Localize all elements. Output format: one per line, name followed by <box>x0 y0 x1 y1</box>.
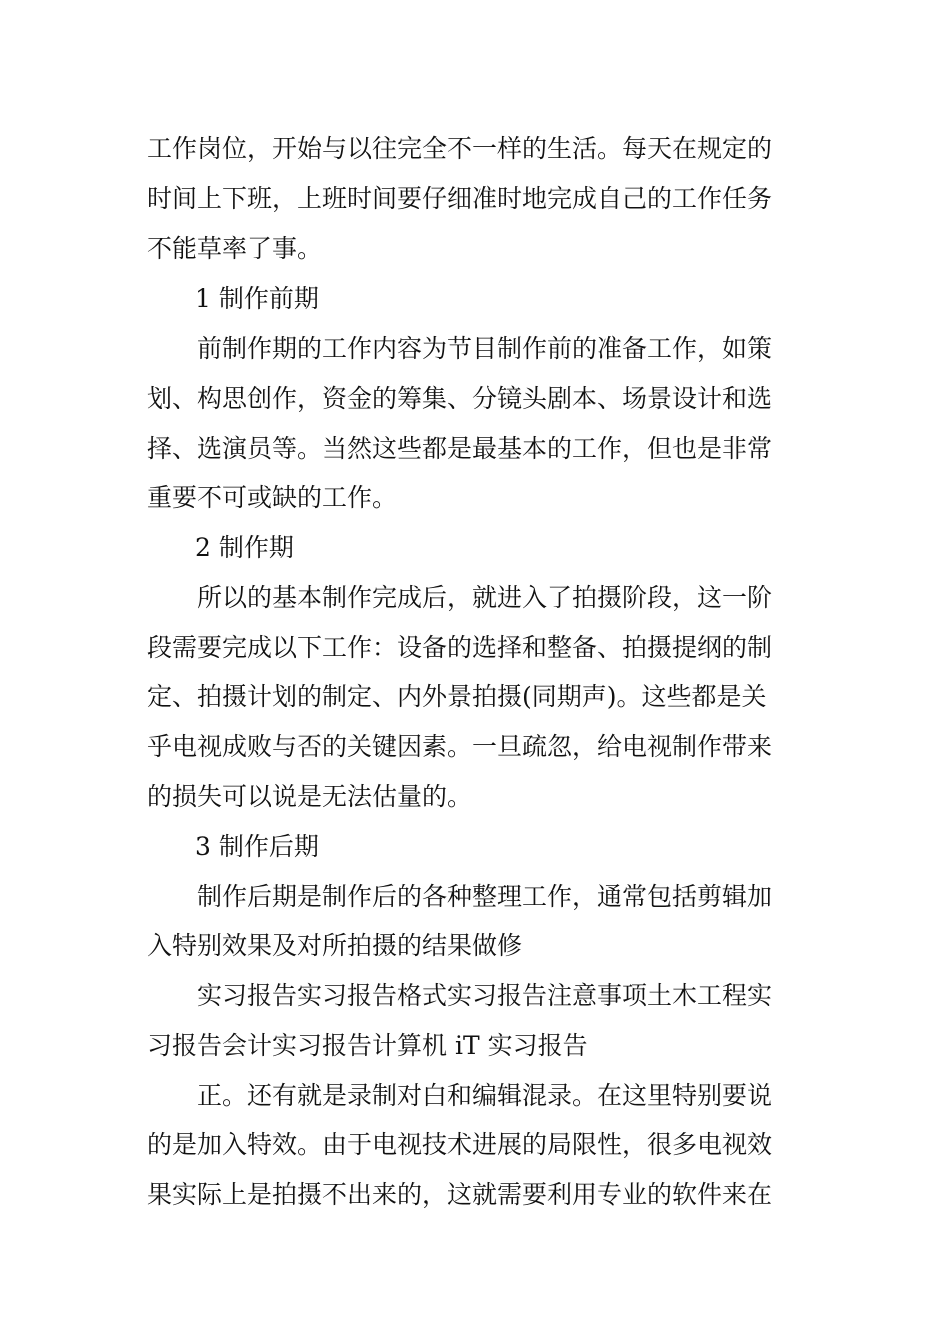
line-text: 果实际上是拍摄不出来的，这就需要利用专业的软件来在 <box>147 1180 773 1209</box>
line-text: 划、构思创作，资金的筹集、分镜头剧本、场景设计和选 <box>147 384 773 413</box>
text-line <box>0 680 950 714</box>
line-text: 择、选演员等。当然这些都是最基本的工作，但也是非常 <box>147 434 773 463</box>
line-text: 段需要完成以下工作：设备的选择和整备、拍摄提纲的制 <box>147 633 773 662</box>
line-text: 定、拍摄计划的制定、内外景拍摄(同期声)。这些都是关 <box>147 682 767 711</box>
text-line <box>0 1178 950 1212</box>
text-line <box>0 979 950 1013</box>
text-line <box>0 631 950 665</box>
text-line <box>0 432 950 466</box>
text-line <box>0 232 950 266</box>
text-line <box>0 1079 950 1113</box>
text-line <box>0 382 950 416</box>
text-line <box>0 1029 950 1063</box>
text-line <box>0 182 950 216</box>
line-text: 时间上下班，上班时间要仔细准时地完成自己的工作任务 <box>147 184 773 213</box>
line-text: 所以的基本制作完成后，就进入了拍摄阶段，这一阶 <box>197 583 773 612</box>
text-line <box>0 581 950 615</box>
section-heading <box>0 830 950 864</box>
section-heading <box>0 531 950 565</box>
line-text: 制作后期是制作后的各种整理工作，通常包括剪辑加 <box>197 882 773 911</box>
line-text: 不能草率了事。 <box>147 234 323 263</box>
text-line <box>0 780 950 814</box>
heading-text: 2 制作期 <box>195 533 294 562</box>
line-text: 前制作期的工作内容为节目制作前的准备工作，如策 <box>197 334 773 363</box>
text-line <box>0 132 950 166</box>
text-line <box>0 730 950 764</box>
line-text: 工作岗位，开始与以往完全不一样的生活。每天在规定的 <box>147 134 773 163</box>
line-text: 的损失可以说是无法估量的。 <box>147 782 473 811</box>
heading-text: 3 制作后期 <box>195 832 319 861</box>
heading-text: 1 制作前期 <box>195 284 319 313</box>
line-text: 乎电视成败与否的关键因素。一旦疏忽，给电视制作带来 <box>147 732 773 761</box>
line-text: 实习报告实习报告格式实习报告注意事项土木工程实 <box>197 981 773 1010</box>
section-heading <box>0 282 950 316</box>
line-text: 正。还有就是录制对白和编辑混录。在这里特别要说 <box>197 1081 773 1110</box>
text-line <box>0 481 950 515</box>
line-text: 入特别效果及对所拍摄的结果做修 <box>147 931 523 960</box>
text-line <box>0 332 950 366</box>
text-line <box>0 929 950 963</box>
line-text: 的是加入特效。由于电视技术进展的局限性，很多电视效 <box>147 1130 773 1159</box>
line-text: 习报告会计实习报告计算机 iT 实习报告 <box>147 1031 588 1060</box>
text-line <box>0 880 950 914</box>
text-line <box>0 1128 950 1162</box>
line-text: 重要不可或缺的工作。 <box>147 483 398 512</box>
